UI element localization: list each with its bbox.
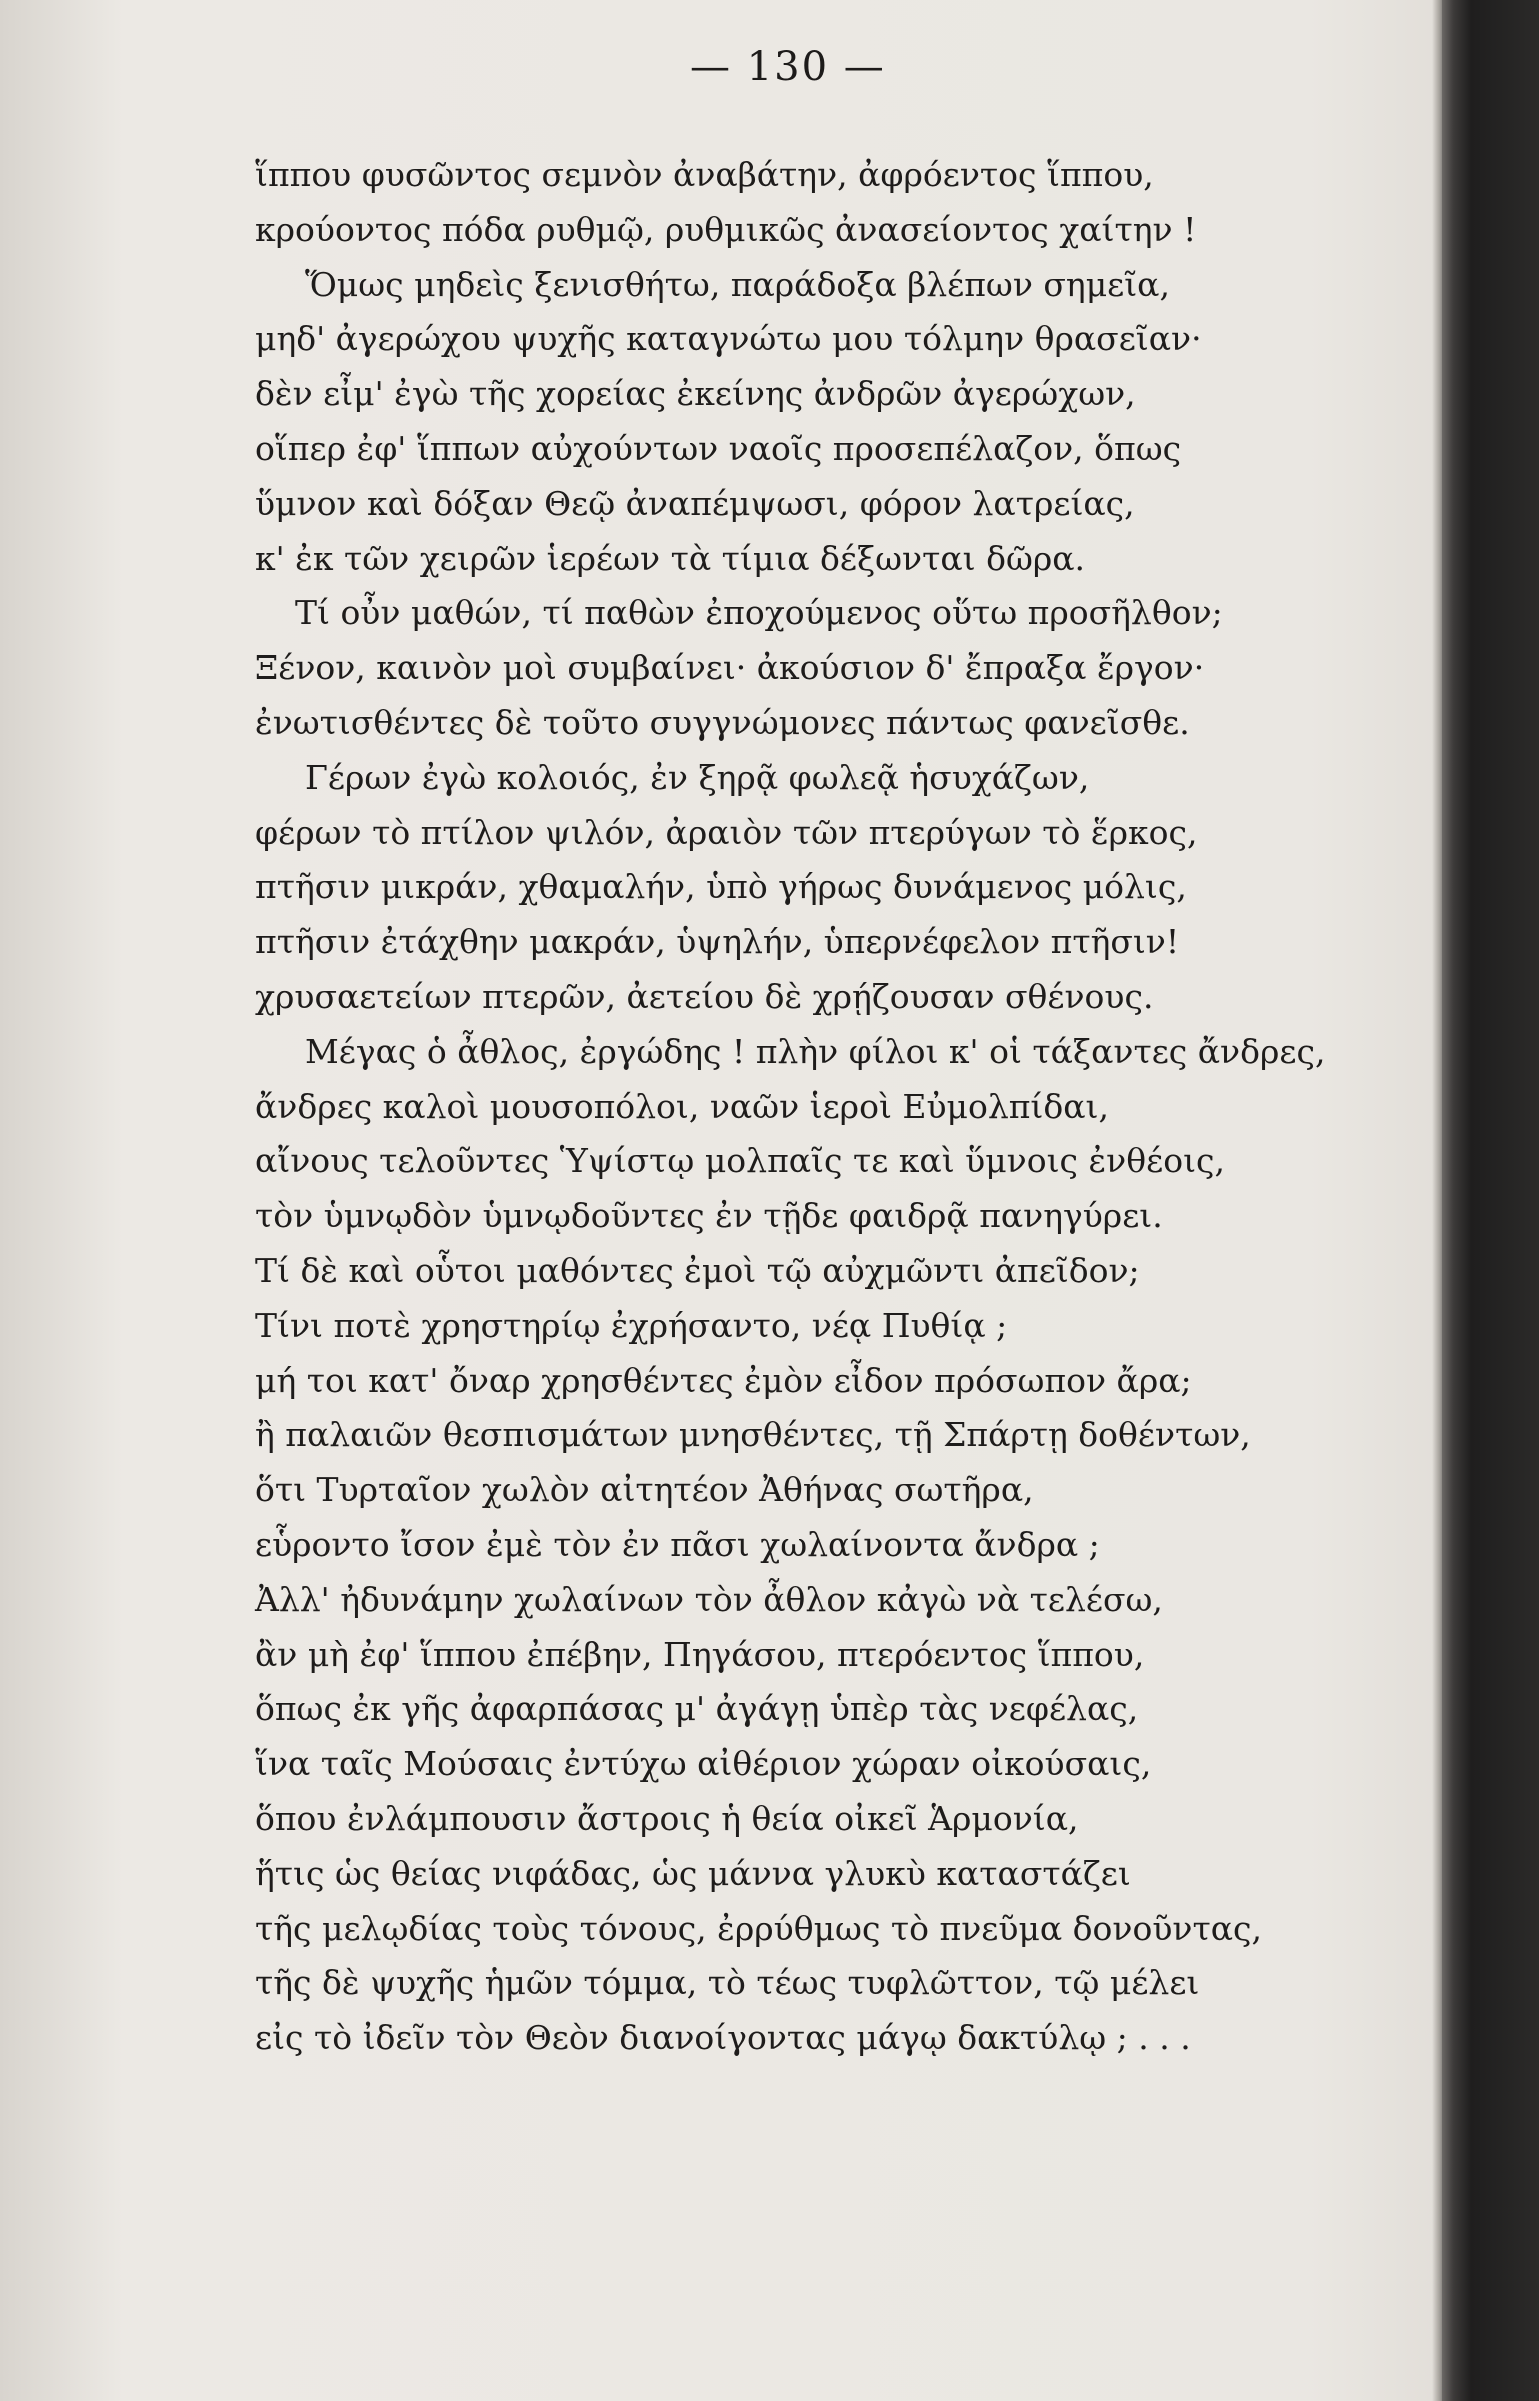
- text-line: μηδ' ἀγερώχου ψυχῆς καταγνώτω μου τόλμην θρασεῖαν·: [255, 319, 1202, 359]
- text-line: Γέρων ἐγὼ κολοιός, ἐν ξηρᾷ φωλεᾷ ἡσυχάζων,: [305, 757, 1090, 797]
- text-line: Μέγας ὁ ἆθλος, ἐργώδης ! πλὴν φίλοι κ' οἱ τάξαντες ἄνδρες,: [305, 1031, 1326, 1071]
- text-line: τῆς δὲ ψυχῆς ἡμῶν τόμμα, τὸ τέως τυφλῶττον, τῷ μέλει: [255, 1963, 1200, 2003]
- text-line: ὅπως ἐκ γῆς ἀφαρπάσας μ' ἀγάγῃ ὑπὲρ τὰς νεφέλας,: [255, 1689, 1139, 1729]
- text-line: εὗροντο ἴσον ἐμὲ τὸν ἐν πᾶσι χωλαίνοντα ἄνδρα ;: [255, 1524, 1100, 1564]
- text-line: Ἀλλ' ἠδυνάμην χωλαίνων τὸν ἆθλον κἀγὼ νὰ τελέσω,: [255, 1579, 1163, 1619]
- text-line: Ξένον, καινὸν μοὶ συμβαίνει· ἀκούσιον δ' ἔπραξα ἔργον·: [255, 648, 1205, 688]
- text-line: ἵνα ταῖς Μούσαις ἐντύχω αἰθέριον χώραν οἰκούσαις,: [255, 1744, 1152, 1784]
- book-spine: [1442, 0, 1539, 2401]
- page-number: — 130 —: [690, 44, 886, 90]
- text-line: πτῆσιν ἐτάχθην μακράν, ὑψηλήν, ὑπερνέφελον πτῆσιν!: [255, 922, 1180, 962]
- text-line: ὅπου ἐνλάμπουσιν ἄστροις ἡ θεία οἰκεῖ Ἁρμονία,: [255, 1798, 1079, 1838]
- text-line: Τί δὲ καὶ οὗτοι μαθόντες ἐμοὶ τῷ αὐχμῶντι ἀπεῖδον;: [255, 1250, 1140, 1290]
- text-line: ἥτις ὡς θείας νιφάδας, ὡς μάννα γλυκὺ καταστάζει: [255, 1853, 1131, 1893]
- text-line: φέρων τὸ πτίλον ψιλόν, ἀραιὸν τῶν πτερύγων τὸ ἕρκος,: [255, 812, 1198, 852]
- text-line: μή τοι κατ' ὄναρ χρησθέντες ἐμὸν εἶδον πρόσωπον ἄρα;: [255, 1360, 1192, 1400]
- text-line: χρυσαετείων πτερῶν, ἀετείου δὲ χρῄζουσαν σθένους.: [255, 976, 1154, 1016]
- text-line: Τί οὖν μαθών, τί παθὼν ἐποχούμενος οὕτω προσῆλθον;: [295, 593, 1223, 633]
- text-line: ἂν μὴ ἐφ' ἵππου ἐπέβην, Πηγάσου, πτερόεντος ἵππου,: [255, 1634, 1145, 1674]
- text-line: ἵππου φυσῶντος σεμνὸν ἀναβάτην, ἀφρόεντος ἵππου,: [255, 155, 1154, 194]
- text-line: Τίνι ποτὲ χρηστηρίῳ ἐχρήσαντο, νέᾳ Πυθίᾳ ;: [255, 1305, 1008, 1345]
- text-line: ἐνωτισθέντες δὲ τοῦτο συγγνώμονες πάντως φανεῖσθε.: [255, 702, 1190, 742]
- text-line: τὸν ὑμνῳδὸν ὑμνῳδοῦντες ἐν τῇδε φαιδρᾷ πανηγύρει.: [255, 1196, 1163, 1236]
- text-line: κ' ἐκ τῶν χειρῶν ἱερέων τὰ τίμια δέξωνται δῶρα.: [255, 538, 1086, 578]
- text-line: αἴνους τελοῦντες Ὑψίστῳ μολπαῖς τε καὶ ὕμνοις ἐνθέοις,: [255, 1141, 1225, 1181]
- text-line: κρούοντος πόδα ρυθμῷ, ρυθμικῶς ἀνασείοντος χαίτην !: [255, 209, 1197, 249]
- poem-text: [255, 148, 1445, 2066]
- text-line: Ὅμως μηδεὶς ξενισθήτω, παράδοξα βλέπων σημεῖα,: [305, 264, 1170, 304]
- text-line: ὅτι Τυρταῖον χωλὸν αἰτητέον Ἀθήνας σωτῆρα,: [255, 1470, 1034, 1510]
- text-line: ὕμνον καὶ δόξαν Θεῷ ἀναπέμψωσι, φόρον λατρείας,: [255, 483, 1135, 523]
- text-line: ἢ παλαιῶν θεσπισμάτων μνησθέντες, τῇ Σπάρτῃ δοθέντων,: [255, 1415, 1251, 1455]
- text-line: ἄνδρες καλοὶ μουσοπόλοι, ναῶν ἱεροὶ Εὐμολπίδαι,: [255, 1086, 1109, 1126]
- text-line: εἰς τὸ ἰδεῖν τὸν Θεὸν διανοίγοντας μάγῳ δακτύλῳ ; . . .: [255, 2018, 1191, 2058]
- text-line: οἵπερ ἐφ' ἵππων αὐχούντων ναοῖς προσεπέλαζον, ὅπως: [255, 428, 1182, 468]
- text-line: πτῆσιν μικράν, χθαμαλήν, ὑπὸ γήρως δυνάμενος μόλις,: [255, 867, 1187, 907]
- text-line: τῆς μελῳδίας τοὺς τόνους, ἐρρύθμως τὸ πνεῦμα δονοῦντας,: [255, 1908, 1262, 1948]
- text-line: δὲν εἶμ' ἐγὼ τῆς χορείας ἐκείνης ἀνδρῶν ἀγερώχων,: [255, 374, 1136, 414]
